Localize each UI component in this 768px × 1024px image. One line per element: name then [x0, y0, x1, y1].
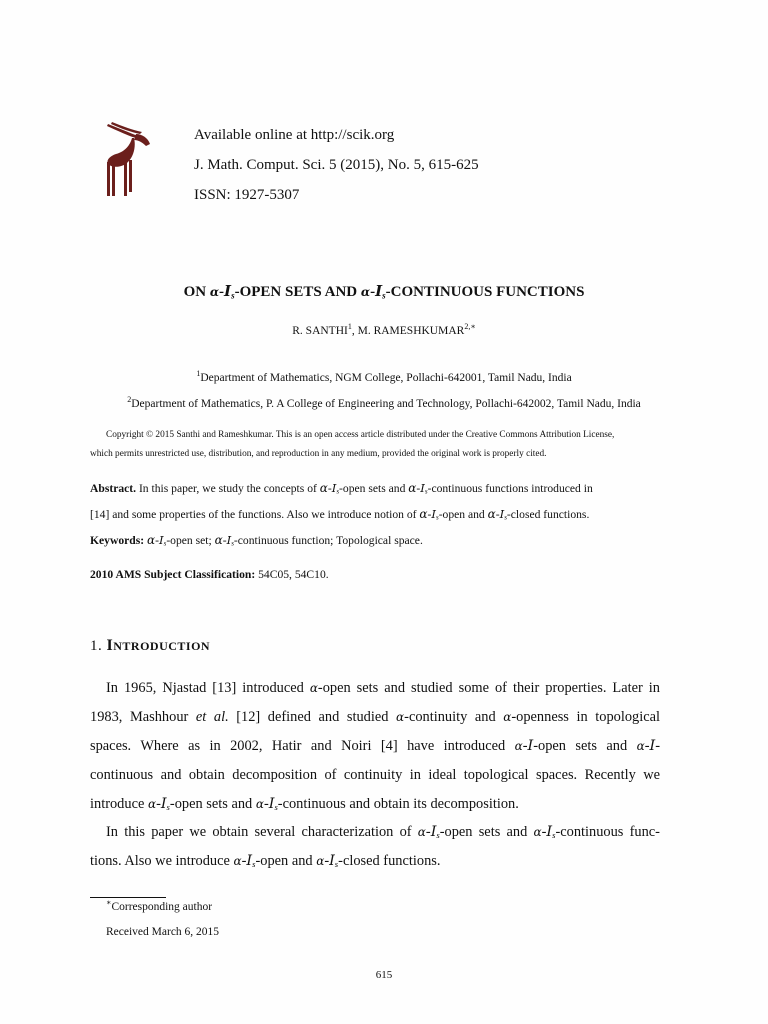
- author-affil-mark: 1: [347, 322, 352, 331]
- alpha-symbol: α: [309, 681, 318, 695]
- copyright-line-2: which permits unrestricted use, distribution, and reproduction in any medium, provided the original work is properly cited.: [90, 449, 547, 459]
- alpha-symbol: α: [233, 854, 242, 868]
- alpha-symbol: α: [147, 533, 156, 547]
- footnote-mark: ∗: [106, 898, 112, 907]
- alpha-symbol: α: [408, 481, 417, 495]
- sub-s: s: [552, 830, 556, 841]
- sub-s: s: [334, 859, 339, 870]
- author-separator: ,: [351, 325, 358, 337]
- keywords-line: [90, 533, 660, 548]
- title-alpha: α: [209, 285, 220, 299]
- section-initial: I: [106, 637, 114, 654]
- sub-s: s: [424, 487, 428, 496]
- alpha-symbol: α: [514, 739, 523, 753]
- script-i-symbol: I: [420, 481, 425, 495]
- alpha-symbol: α: [214, 533, 223, 547]
- script-i-symbol: I: [546, 824, 553, 840]
- dash: -: [427, 508, 432, 521]
- dash: -: [416, 482, 421, 495]
- script-i-symbol: I: [499, 507, 505, 521]
- script-i-symbol: I: [226, 533, 232, 547]
- alpha-symbol: α: [419, 507, 428, 521]
- alpha-symbol: α: [533, 825, 542, 839]
- title-part: -OPEN SETS AND: [234, 284, 361, 300]
- script-i-symbol: I: [329, 853, 335, 869]
- footnote-text: Corresponding author: [111, 901, 213, 913]
- abstract-text: -continuous functions introduced in: [427, 482, 593, 495]
- dash: -: [324, 853, 330, 869]
- dash: -: [425, 824, 431, 840]
- dash: -: [222, 534, 227, 547]
- author-name: R. SANTHI: [292, 325, 348, 337]
- title-part: ON: [183, 284, 210, 300]
- alpha-symbol: α: [503, 710, 512, 724]
- title-part: -: [370, 284, 376, 300]
- antelope-logo-icon: [98, 118, 156, 200]
- dash: -: [541, 824, 547, 840]
- ams-label: 2010 AMS Subject Classification:: [90, 568, 256, 581]
- affil-text: Department of Mathematics, NGM College, Pollachi-642001, Tamil Nadu, India: [200, 372, 572, 384]
- dash: -: [155, 534, 159, 547]
- dash: -: [327, 482, 332, 495]
- body-text: -continuity and: [404, 709, 504, 725]
- body-text: -open sets and studied some of their properties. Later in: [317, 680, 660, 696]
- title-sub: s: [231, 290, 235, 301]
- section-rest: NTRODUCTION: [113, 639, 211, 653]
- affil-mark: 2: [127, 395, 132, 404]
- keywords-label: Keywords:: [90, 534, 145, 547]
- script-i-symbol: I: [649, 738, 656, 754]
- title-part: -CONTINUOUS FUNCTIONS: [385, 284, 585, 300]
- sub-s: s: [336, 487, 340, 496]
- script-i-symbol: I: [160, 796, 167, 812]
- title-script-i: I: [224, 282, 232, 300]
- title-sub: s: [382, 290, 386, 301]
- script-i-symbol: I: [431, 507, 436, 521]
- body-text: -openness in topological: [511, 709, 661, 725]
- abstract-text: -open and: [438, 508, 488, 521]
- copyright-line-1: Copyright © 2015 Santhi and Rameshkumar. This is an open access article distributed under the Creative Commons Attribution License,: [106, 430, 615, 440]
- abstract-line-1: [90, 481, 660, 496]
- sub-s: s: [274, 802, 278, 813]
- body-text: -open sets and: [439, 824, 534, 840]
- affil-mark: 1: [196, 369, 201, 378]
- body-line: [90, 708, 660, 726]
- footnote-corresponding: [106, 898, 213, 913]
- dash: -: [263, 796, 269, 812]
- abstract-text: [14] and some properties of the functions. Also we introduce notion of: [90, 508, 420, 521]
- author-name: M. RAMESHKUMAR: [357, 325, 465, 337]
- keywords-text: -continuous function; Topological space.: [233, 534, 423, 547]
- body-text: introduce: [90, 796, 148, 812]
- body-line: continuous and obtain decomposition of continuity in ideal topological spaces. Recently we: [90, 767, 660, 783]
- alpha-symbol: α: [316, 854, 325, 868]
- footnote-rule: [90, 897, 166, 898]
- script-i-symbol: I: [159, 533, 164, 547]
- abstract-label: Abstract.: [90, 482, 137, 495]
- body-text: -continuous and obtain its decomposition.: [277, 796, 519, 812]
- body-text: -open sets and: [533, 738, 637, 754]
- sub-s: s: [166, 802, 170, 813]
- dash: -: [522, 738, 528, 754]
- dash: -: [241, 853, 247, 869]
- body-text: 1983, Mashhour: [90, 709, 196, 725]
- body-text: -open sets and: [169, 796, 256, 812]
- body-line: [90, 852, 660, 873]
- dash: -: [156, 796, 161, 812]
- body-text: -open and: [255, 853, 317, 869]
- script-i-symbol: I: [268, 796, 275, 812]
- alpha-symbol: α: [396, 710, 405, 724]
- author-affil-mark: 2,∗: [464, 322, 476, 331]
- section-number: 1.: [90, 638, 107, 654]
- availability-line: Available online at http://scik.org: [194, 127, 395, 143]
- body-italic: et al.: [195, 709, 229, 725]
- script-i-symbol: I: [527, 738, 534, 754]
- sub-s: s: [436, 830, 440, 841]
- sub-s: s: [435, 513, 439, 522]
- section-heading-introduction: [90, 637, 210, 655]
- keywords-text: -open set;: [166, 534, 215, 547]
- body-text: In this paper we obtain several characterization of: [106, 824, 418, 840]
- ams-value: 54C05, 54C10.: [255, 568, 329, 581]
- title-part: -: [219, 284, 225, 300]
- abstract-text: -closed functions.: [506, 508, 590, 521]
- body-text: -closed functions.: [338, 853, 441, 869]
- alpha-symbol: α: [487, 507, 496, 521]
- script-i-symbol: I: [331, 481, 337, 495]
- affiliation-2: [0, 395, 768, 410]
- alpha-symbol: α: [255, 797, 264, 811]
- dash: -: [495, 508, 500, 521]
- abstract-text: -open sets and: [339, 482, 409, 495]
- body-text: In 1965, Njastad [13] introduced: [106, 680, 310, 696]
- body-text: spaces. Where as in 2002, Hatir and Noiri [4] have introduced: [90, 738, 515, 754]
- script-i-symbol: I: [430, 824, 437, 840]
- issn-line: ISSN: 1927-5307: [194, 187, 300, 203]
- affiliation-1: [0, 369, 768, 384]
- body-text: [12] defined and studied: [228, 709, 397, 725]
- journal-logo: [98, 118, 156, 200]
- abstract-line-2: [90, 507, 660, 522]
- author-list: [0, 322, 768, 337]
- sub-s: s: [231, 539, 234, 548]
- abstract-text: In this paper, we study the concepts of: [136, 482, 320, 495]
- body-line: [106, 823, 660, 844]
- body-text: tions. Also we introduce: [90, 853, 234, 869]
- body-line: [90, 795, 660, 816]
- sub-s: s: [163, 539, 167, 548]
- paper-title: [0, 282, 768, 301]
- journal-citation: J. Math. Comput. Sci. 5 (2015), No. 5, 615-625: [194, 157, 479, 173]
- title-script-i: I: [375, 282, 383, 300]
- alpha-symbol: α: [417, 825, 426, 839]
- page-number: 615: [375, 969, 393, 981]
- footnote-received: Received March 6, 2015: [106, 926, 220, 938]
- title-alpha: α: [360, 285, 371, 299]
- dash: -: [644, 738, 650, 754]
- sub-s: s: [252, 859, 256, 870]
- body-text: -continuous func-: [555, 824, 660, 840]
- script-i-symbol: I: [246, 853, 253, 869]
- body-line: [106, 679, 660, 697]
- alpha-symbol: α: [319, 481, 328, 495]
- body-line: [90, 737, 660, 755]
- body-text: -: [655, 738, 660, 754]
- ams-classification: [90, 568, 660, 581]
- alpha-symbol: α: [636, 739, 645, 753]
- sub-s: s: [504, 513, 507, 522]
- affil-text: Department of Mathematics, P. A College of Engineering and Technology, Pollachi-642002, Tamil Nadu, India: [131, 398, 641, 410]
- alpha-symbol: α: [147, 797, 157, 811]
